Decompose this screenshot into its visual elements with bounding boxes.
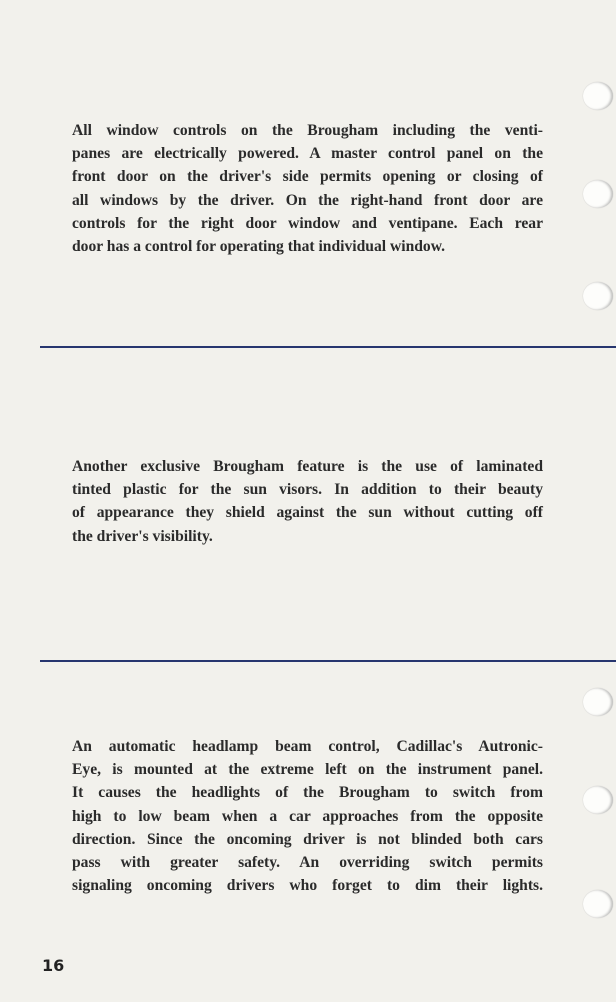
text-line: Another exclusive Brougham feature is the use of laminated bbox=[72, 458, 543, 475]
text-line: the driver's visibility. bbox=[72, 527, 213, 545]
text-line: pass with greater safety. An overriding switch permits bbox=[72, 853, 543, 871]
section-divider bbox=[40, 660, 616, 662]
text-line: An automatic headlamp beam control, Cadillac's Autronic- bbox=[72, 738, 543, 755]
text-line: signaling oncoming drivers who forget to dim their lights. bbox=[72, 877, 543, 895]
binder-hole bbox=[583, 282, 613, 310]
text-line: It causes the headlights of the Brougham to switch from bbox=[72, 784, 543, 802]
paragraph-sun-visors bbox=[72, 455, 543, 548]
text-line: Eye, is mounted at the extreme left on the instrument panel. bbox=[72, 761, 543, 779]
text-line: direction. Since the oncoming driver is not blinded both cars bbox=[72, 830, 543, 848]
text-line: front door on the driver's side permits opening or closing of bbox=[72, 168, 543, 186]
text-line: tinted plastic for the sun visors. In addition to their beauty bbox=[72, 481, 543, 499]
text-line: door has a control for operating that individual window. bbox=[72, 237, 446, 255]
text-line: high to low beam when a car approaches from the opposite bbox=[72, 807, 543, 825]
binder-hole bbox=[583, 180, 613, 208]
binder-hole bbox=[583, 82, 613, 110]
paragraph-autronic-eye bbox=[72, 735, 543, 897]
section-divider bbox=[40, 346, 616, 348]
text-line: all windows by the driver. On the right-hand front door are bbox=[72, 191, 543, 209]
text-line: panes are electrically powered. A master control panel on the bbox=[72, 145, 543, 163]
paragraph-window-controls bbox=[72, 119, 543, 258]
binder-hole bbox=[583, 786, 613, 814]
binder-hole bbox=[583, 890, 613, 918]
text-line: of appearance they shield against the sun without cutting off bbox=[72, 504, 543, 522]
binder-hole bbox=[583, 688, 613, 716]
page-number: 16 bbox=[42, 956, 65, 975]
text-line: controls for the right door window and ventipane. Each rear bbox=[72, 214, 543, 232]
text-line: All window controls on the Brougham including the venti- bbox=[72, 122, 543, 139]
